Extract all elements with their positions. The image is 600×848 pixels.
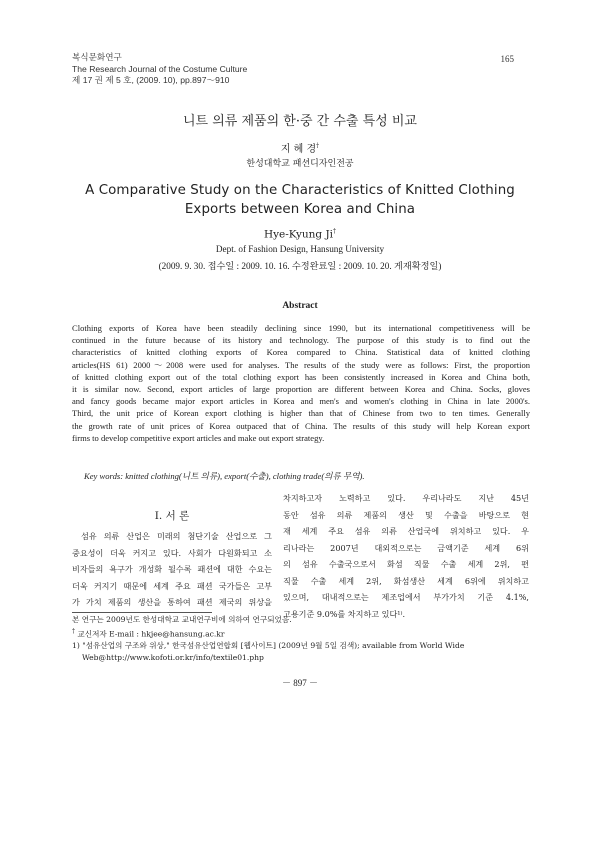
body-line: 섬유 의류 산업은 미래의 첨단기술 산업으로 그 bbox=[81, 531, 272, 541]
page-number-bottom: － 897 － bbox=[281, 678, 318, 688]
keywords: Key words: knitted clothing(니트 의류), export(수출), clothing trade(의류 무역). bbox=[84, 471, 365, 481]
body-line: 더욱 커지기 때문에 세계 주요 패션 국가들은 고부 bbox=[72, 580, 272, 591]
body-line: 의 섬유 수출국으로서 화섬 직물 수출 세계 2위, 편 bbox=[283, 559, 529, 569]
journal-name-en: The Research Journal of the Costume Culture bbox=[72, 63, 248, 74]
body-line: 있으며, 대내적으로는 제조업에서 부가가치 기준 4.1%, bbox=[283, 592, 529, 602]
author-english bbox=[0, 228, 600, 241]
body-line: 고용기준 9.0%를 차지하고 있다¹⁾. bbox=[283, 608, 406, 619]
body-line: 차지하고자 노력하고 있다. 우리나라도 지난 45년 bbox=[283, 493, 529, 503]
abstract-line: of knitted clothing export out of the total clothing export has been consistently increased in Korea and China both, bbox=[72, 371, 530, 382]
submission-dates: (2009. 9. 30. 접수일 : 2009. 10. 16. 수정완료일 : 2009. 10. 20. 게재확정일) bbox=[158, 261, 442, 271]
title-korean: 니트 의류 제품의 한·중 간 수출 특성 비교 bbox=[183, 114, 417, 129]
journal-header bbox=[72, 52, 247, 87]
footnote-reference-url: Web@http://www.kofoti.or.kr/info/textile01.php bbox=[82, 652, 264, 662]
section-heading-introduction: I. 서 론 bbox=[154, 510, 190, 522]
abstract-line: continued in the future because of its history and technology. The purpose of this study is to find out the bbox=[72, 335, 530, 346]
abstract-line: Clothing exports of Korea have been steadily declining since 1990, but its international competitiveness will be bbox=[72, 323, 530, 333]
body-line: 재 세계 주요 섬유 의류 산업국에 위치하고 있다. 우 bbox=[283, 526, 529, 536]
body-column-left bbox=[72, 528, 272, 611]
abstract-line: the growth rate of unit prices of Korea outpaced that of China. The results of this study will help Korean export bbox=[72, 420, 530, 431]
footnote-reference: 1) "섬유산업의 구조와 위상," 한국섬유산업연합회 [웹사이트] (2009년 9월 5일 검색); available from World Wide bbox=[72, 641, 465, 651]
author-english-mark: † bbox=[333, 228, 337, 235]
body-line: 동안 섬유 의류 제품의 생산 및 수출을 바탕으로 현 bbox=[283, 509, 529, 520]
abstract-line: and fancy goods became major export articles in Korea and men's and women's clothing in China in late 2000's. bbox=[72, 396, 530, 407]
abstract-body bbox=[72, 322, 530, 444]
affiliation-korean: 한성대학교 패션디자인전공 bbox=[246, 159, 354, 169]
footnote-email: 교신저자 E-mail : hkjee@hansung.ac.kr bbox=[77, 629, 225, 639]
abstract-line: firms to develop competitive export articles and make out export strategy. bbox=[72, 432, 325, 443]
footnote-divider bbox=[72, 612, 212, 613]
author-korean-name: 지 혜 경 bbox=[280, 144, 317, 155]
body-line: 비자들의 욕구가 개성화 될수록 패션에 대한 수요는 bbox=[72, 564, 272, 574]
abstract-heading: Abstract bbox=[282, 301, 318, 311]
journal-name-ko: 복식문화연구 bbox=[72, 52, 122, 62]
author-english-name: Hye-Kyung Ji bbox=[263, 228, 334, 241]
page-number-top: 165 bbox=[500, 54, 514, 64]
abstract-line: characteristics of knitted clothing exports of Korea compared to China. Statistical data of knitted clothing bbox=[72, 347, 530, 358]
body-line: 리나라는 2007년 대외적으로는 금액기준 세계 6위 bbox=[283, 542, 529, 553]
footnotes bbox=[72, 614, 532, 664]
abstract-line: Third, the unit price of Korean export clothing is higher than that of Chinese from two to ten times. Generally bbox=[72, 408, 530, 419]
footnote-mark: † bbox=[72, 627, 75, 635]
author-korean-mark: † bbox=[316, 142, 320, 150]
body-line: 가 가치 제품의 생산을 통하여 패션 제국의 위상을 bbox=[72, 597, 272, 607]
footnote-corresponding bbox=[72, 626, 532, 640]
body-line: 중요성이 더욱 커지고 있다. 사회가 다원화되고 소 bbox=[72, 547, 272, 558]
journal-volume: 제 17 권 제 5 호, (2009. 10), pp.897～910 bbox=[72, 75, 230, 85]
body-column-right bbox=[283, 490, 529, 622]
title-english-line-1: A Comparative Study on the Characteristics of Knitted Clothing bbox=[85, 183, 515, 198]
footnote-funding: 본 연구는 2009년도 한성대학교 교내연구비에 의하여 연구되었음. bbox=[72, 615, 292, 624]
affiliation-english: Dept. of Fashion Design, Hansung University bbox=[215, 244, 385, 254]
body-line: 직물 수출 세계 2위, 화섬생산 세계 6위에 위치하고 bbox=[283, 575, 529, 586]
abstract-line: it is similar now. Second, export articles of large proportion are different between Korea and China. Socks, gloves bbox=[72, 383, 530, 394]
title-english bbox=[40, 181, 560, 219]
author-korean bbox=[0, 140, 600, 155]
abstract-line: articles(HS 61) 2000～2008 were used for analyses. The results of the study were as follows: First, the proportion bbox=[72, 359, 530, 370]
title-english-line-2: Exports between Korea and China bbox=[184, 202, 416, 217]
